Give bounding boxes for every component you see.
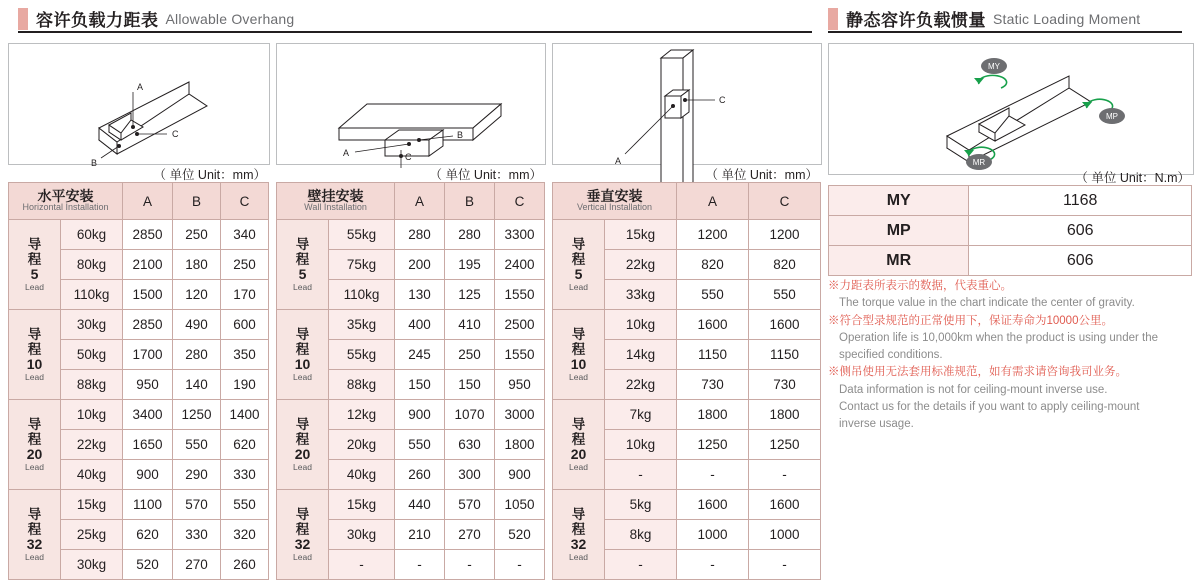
cell-value: 3300 bbox=[495, 220, 545, 250]
cell-load: 88kg bbox=[329, 370, 395, 400]
cell-value: 140 bbox=[173, 370, 221, 400]
cell-load: 110kg bbox=[329, 280, 395, 310]
cell-value: 620 bbox=[221, 430, 269, 460]
table-row bbox=[829, 246, 1192, 276]
cell-value: 3000 bbox=[495, 400, 545, 430]
header-install-type: 水平安装 Horizontal Installation bbox=[9, 183, 123, 220]
section-title-cn-2: 静态容许负载惯量 bbox=[846, 11, 986, 30]
cell-value: 1100 bbox=[123, 490, 173, 520]
cell-value: 2500 bbox=[495, 310, 545, 340]
note-text-cn: ※侧吊使用无法套用标准规范，如有需求请咨询我司业务。 bbox=[828, 366, 1127, 379]
svg-text:C: C bbox=[719, 95, 726, 105]
lead-group-label: 导 程 5 Lead bbox=[277, 220, 329, 310]
cell-value: 195 bbox=[445, 250, 495, 280]
cell-value: 1000 bbox=[677, 520, 749, 550]
lead-group-label: 导 程 20 Lead bbox=[553, 400, 605, 490]
cell-moment-value: 606 bbox=[969, 246, 1192, 276]
cell-value: 350 bbox=[221, 340, 269, 370]
cell-value: 2850 bbox=[123, 310, 173, 340]
cell-value: 2400 bbox=[495, 250, 545, 280]
diagram-vertical-installation bbox=[552, 43, 822, 165]
cell-value: - bbox=[677, 550, 749, 580]
cell-value: 260 bbox=[395, 460, 445, 490]
table-row bbox=[277, 490, 545, 520]
note-text-en: Operation life is 10,000km when the product is using under the bbox=[839, 331, 1158, 344]
cell-value: 1250 bbox=[677, 430, 749, 460]
cell-value: 210 bbox=[395, 520, 445, 550]
cell-value: 410 bbox=[445, 310, 495, 340]
cell-value: 260 bbox=[221, 550, 269, 580]
cell-value: 2100 bbox=[123, 250, 173, 280]
cell-value: 630 bbox=[445, 430, 495, 460]
cell-value: 1150 bbox=[749, 340, 821, 370]
header-col-c: C bbox=[221, 183, 269, 220]
cell-load: 60kg bbox=[61, 220, 123, 250]
svg-text:B: B bbox=[91, 158, 98, 168]
cell-value: 900 bbox=[395, 400, 445, 430]
table-row bbox=[277, 220, 545, 250]
header-col-c: C bbox=[495, 183, 545, 220]
note-text-en: inverse usage. bbox=[839, 418, 914, 430]
cell-value: 1400 bbox=[221, 400, 269, 430]
cell-value: 550 bbox=[677, 280, 749, 310]
lead-group-label: 导 程 20 Lead bbox=[277, 400, 329, 490]
svg-text:A: A bbox=[615, 156, 622, 166]
table-row bbox=[9, 220, 269, 250]
unit-label-wall: （ 单位 Unit：mm） bbox=[429, 168, 542, 182]
table-wall-installation bbox=[276, 182, 545, 580]
diagram-wall-installation bbox=[276, 43, 546, 165]
cell-value: 190 bbox=[221, 370, 269, 400]
cell-load: 30kg bbox=[61, 550, 123, 580]
table-row bbox=[9, 310, 269, 340]
section-header-static bbox=[828, 6, 1140, 31]
cell-value: 250 bbox=[445, 340, 495, 370]
cell-value: 1050 bbox=[495, 490, 545, 520]
table-row bbox=[553, 490, 821, 520]
table-row bbox=[553, 400, 821, 430]
lead-group-label: 导 程 10 Lead bbox=[9, 310, 61, 400]
section-title-en-2: Static Loading Moment bbox=[993, 10, 1141, 27]
header-col-a: A bbox=[677, 183, 749, 220]
note-text-en: Contact us for the details if you want to apply ceiling-mount bbox=[839, 400, 1140, 413]
cell-value: 1550 bbox=[495, 280, 545, 310]
table-header-row bbox=[9, 183, 269, 220]
svg-text:A: A bbox=[343, 148, 350, 158]
header-col-b: B bbox=[445, 183, 495, 220]
cell-moment-value: 1168 bbox=[969, 186, 1192, 216]
unit-label-horizontal: （ 单位 Unit：mm） bbox=[153, 168, 266, 182]
cell-value: 1070 bbox=[445, 400, 495, 430]
cell-load: 30kg bbox=[61, 310, 123, 340]
lead-group-label: 导 程 32 Lead bbox=[553, 490, 605, 580]
notes-block bbox=[828, 278, 1188, 433]
cell-value: 330 bbox=[221, 460, 269, 490]
cell-value: 2850 bbox=[123, 220, 173, 250]
cell-value: 1800 bbox=[677, 400, 749, 430]
cell-load: - bbox=[605, 550, 677, 580]
cell-load: 20kg bbox=[329, 430, 395, 460]
cell-value: 250 bbox=[173, 220, 221, 250]
cell-value: 620 bbox=[123, 520, 173, 550]
unit-label-vertical: （ 单位 Unit：mm） bbox=[705, 168, 818, 182]
cell-value: 300 bbox=[445, 460, 495, 490]
svg-text:C: C bbox=[172, 129, 179, 139]
cell-value: 520 bbox=[123, 550, 173, 580]
cell-load: 15kg bbox=[61, 490, 123, 520]
cell-value: - bbox=[749, 550, 821, 580]
table-static-loading-moment bbox=[828, 185, 1192, 276]
cell-load: - bbox=[605, 460, 677, 490]
svg-text:B: B bbox=[457, 130, 464, 140]
cell-load: 10kg bbox=[61, 400, 123, 430]
cell-value: 550 bbox=[173, 430, 221, 460]
note-text-cn: ※力距表所表示的数据，代表重心。 bbox=[828, 280, 1012, 292]
svg-text:A: A bbox=[137, 82, 144, 92]
cell-value: 950 bbox=[123, 370, 173, 400]
cell-value: 245 bbox=[395, 340, 445, 370]
cell-load: 80kg bbox=[61, 250, 123, 280]
cell-value: 520 bbox=[495, 520, 545, 550]
lead-group-label: 导 程 10 Lead bbox=[277, 310, 329, 400]
table-row bbox=[277, 400, 545, 430]
lead-group-label: 导 程 32 Lead bbox=[9, 490, 61, 580]
cell-value: 1200 bbox=[677, 220, 749, 250]
cell-value: 1650 bbox=[123, 430, 173, 460]
note-text-en: The torque value in the chart indicate the center of gravity. bbox=[839, 297, 1135, 310]
cell-load: 75kg bbox=[329, 250, 395, 280]
cell-value: 3400 bbox=[123, 400, 173, 430]
cell-value: 1150 bbox=[677, 340, 749, 370]
svg-text:MY: MY bbox=[988, 62, 1000, 71]
cell-value: 730 bbox=[677, 370, 749, 400]
table-horizontal-installation bbox=[8, 182, 269, 580]
cell-load: 50kg bbox=[61, 340, 123, 370]
section-accent-bar bbox=[18, 8, 28, 30]
cell-value: 200 bbox=[395, 250, 445, 280]
cell-load: 5kg bbox=[605, 490, 677, 520]
cell-value: - bbox=[749, 460, 821, 490]
section-accent-bar-2 bbox=[828, 8, 838, 30]
header-install-type: 垂直安装 Vertical Installation bbox=[553, 183, 677, 220]
cell-value: 1600 bbox=[677, 310, 749, 340]
cell-value: 340 bbox=[221, 220, 269, 250]
lead-group-label: 导 程 20 Lead bbox=[9, 400, 61, 490]
cell-value: 1250 bbox=[173, 400, 221, 430]
cell-load: 33kg bbox=[605, 280, 677, 310]
cell-load: 8kg bbox=[605, 520, 677, 550]
cell-value: 400 bbox=[395, 310, 445, 340]
cell-moment-value: 606 bbox=[969, 216, 1192, 246]
cell-value: 1200 bbox=[749, 220, 821, 250]
cell-value: 490 bbox=[173, 310, 221, 340]
cell-value: 1500 bbox=[123, 280, 173, 310]
lead-group-label: 导 程 5 Lead bbox=[553, 220, 605, 310]
cell-value: 330 bbox=[173, 520, 221, 550]
cell-load: 55kg bbox=[329, 340, 395, 370]
cell-value: 280 bbox=[173, 340, 221, 370]
header-col-a: A bbox=[123, 183, 173, 220]
cell-load: 10kg bbox=[605, 430, 677, 460]
cell-load: 55kg bbox=[329, 220, 395, 250]
cell-value: 600 bbox=[221, 310, 269, 340]
cell-load: 25kg bbox=[61, 520, 123, 550]
cell-load: 12kg bbox=[329, 400, 395, 430]
cell-value: 320 bbox=[221, 520, 269, 550]
cell-value: 1250 bbox=[749, 430, 821, 460]
svg-text:MP: MP bbox=[1106, 112, 1118, 121]
svg-text:C: C bbox=[405, 152, 412, 162]
cell-value: - bbox=[445, 550, 495, 580]
cell-load: 88kg bbox=[61, 370, 123, 400]
cell-load: 110kg bbox=[61, 280, 123, 310]
cell-value: 820 bbox=[677, 250, 749, 280]
cell-value: 280 bbox=[395, 220, 445, 250]
cell-value: 120 bbox=[173, 280, 221, 310]
section-title-cn: 容许负载力距表 bbox=[36, 11, 159, 30]
section-header-overhang bbox=[18, 6, 294, 31]
cell-value: 550 bbox=[221, 490, 269, 520]
diagram-static-loading-moment bbox=[828, 43, 1194, 175]
cell-value: 1550 bbox=[495, 340, 545, 370]
cell-load: 30kg bbox=[329, 520, 395, 550]
cell-load: 40kg bbox=[329, 460, 395, 490]
note-text-en: specified conditions. bbox=[839, 349, 943, 361]
lead-group-label: 导 程 5 Lead bbox=[9, 220, 61, 310]
lead-group-label: 导 程 32 Lead bbox=[277, 490, 329, 580]
header-install-type: 壁挂安装 Wall Installation bbox=[277, 183, 395, 220]
cell-value: 570 bbox=[173, 490, 221, 520]
cell-load: 35kg bbox=[329, 310, 395, 340]
svg-text:MR: MR bbox=[972, 158, 986, 167]
cell-value: 1600 bbox=[749, 490, 821, 520]
header-col-c: C bbox=[749, 183, 821, 220]
cell-load: 14kg bbox=[605, 340, 677, 370]
cell-value: - bbox=[495, 550, 545, 580]
cell-load: 22kg bbox=[605, 250, 677, 280]
cell-load: 15kg bbox=[605, 220, 677, 250]
cell-value: 1800 bbox=[495, 430, 545, 460]
table-vertical-installation bbox=[552, 182, 821, 580]
cell-value: 1800 bbox=[749, 400, 821, 430]
cell-value: - bbox=[677, 460, 749, 490]
cell-moment-label: MP bbox=[829, 216, 969, 246]
table-header-row bbox=[553, 183, 821, 220]
cell-value: 250 bbox=[221, 250, 269, 280]
cell-value: 280 bbox=[445, 220, 495, 250]
diagram-horizontal-installation bbox=[8, 43, 270, 168]
cell-load: 40kg bbox=[61, 460, 123, 490]
table-row bbox=[829, 186, 1192, 216]
lead-group-label: 导 程 10 Lead bbox=[553, 310, 605, 400]
table-row bbox=[9, 490, 269, 520]
cell-value: 440 bbox=[395, 490, 445, 520]
cell-load: - bbox=[329, 550, 395, 580]
cell-load: 7kg bbox=[605, 400, 677, 430]
section-rule-left bbox=[18, 31, 812, 33]
section-rule-right bbox=[828, 31, 1182, 33]
table-row bbox=[277, 310, 545, 340]
cell-value: 550 bbox=[395, 430, 445, 460]
section-title-en: Allowable Overhang bbox=[165, 10, 295, 27]
cell-value: 150 bbox=[445, 370, 495, 400]
header-col-a: A bbox=[395, 183, 445, 220]
cell-value: 270 bbox=[445, 520, 495, 550]
cell-load: 22kg bbox=[61, 430, 123, 460]
cell-value: 270 bbox=[173, 550, 221, 580]
cell-moment-label: MR bbox=[829, 246, 969, 276]
cell-value: 125 bbox=[445, 280, 495, 310]
cell-value: 290 bbox=[173, 460, 221, 490]
table-row bbox=[9, 400, 269, 430]
header-col-b: B bbox=[173, 183, 221, 220]
table-row bbox=[553, 310, 821, 340]
table-row bbox=[829, 216, 1192, 246]
cell-load: 15kg bbox=[329, 490, 395, 520]
cell-value: 550 bbox=[749, 280, 821, 310]
cell-value: 820 bbox=[749, 250, 821, 280]
cell-value: 900 bbox=[495, 460, 545, 490]
note-text-cn: ※符合型录规范的正常使用下，保证寿命为10000公里。 bbox=[828, 314, 1113, 327]
cell-value: 180 bbox=[173, 250, 221, 280]
table-header-row bbox=[277, 183, 545, 220]
cell-moment-label: MY bbox=[829, 186, 969, 216]
cell-value: 1600 bbox=[749, 310, 821, 340]
cell-value: 150 bbox=[395, 370, 445, 400]
cell-value: 1000 bbox=[749, 520, 821, 550]
cell-value: - bbox=[395, 550, 445, 580]
note-text-en: Data information is not for ceiling-mount inverse use. bbox=[839, 383, 1108, 396]
cell-value: 900 bbox=[123, 460, 173, 490]
unit-label-static: （ 单位 Unit：N.m） bbox=[1075, 171, 1190, 185]
cell-value: 1600 bbox=[677, 490, 749, 520]
cell-load: 10kg bbox=[605, 310, 677, 340]
cell-value: 130 bbox=[395, 280, 445, 310]
cell-value: 1700 bbox=[123, 340, 173, 370]
table-row bbox=[553, 220, 821, 250]
cell-value: 570 bbox=[445, 490, 495, 520]
cell-value: 170 bbox=[221, 280, 269, 310]
cell-value: 730 bbox=[749, 370, 821, 400]
cell-value: 950 bbox=[495, 370, 545, 400]
cell-load: 22kg bbox=[605, 370, 677, 400]
